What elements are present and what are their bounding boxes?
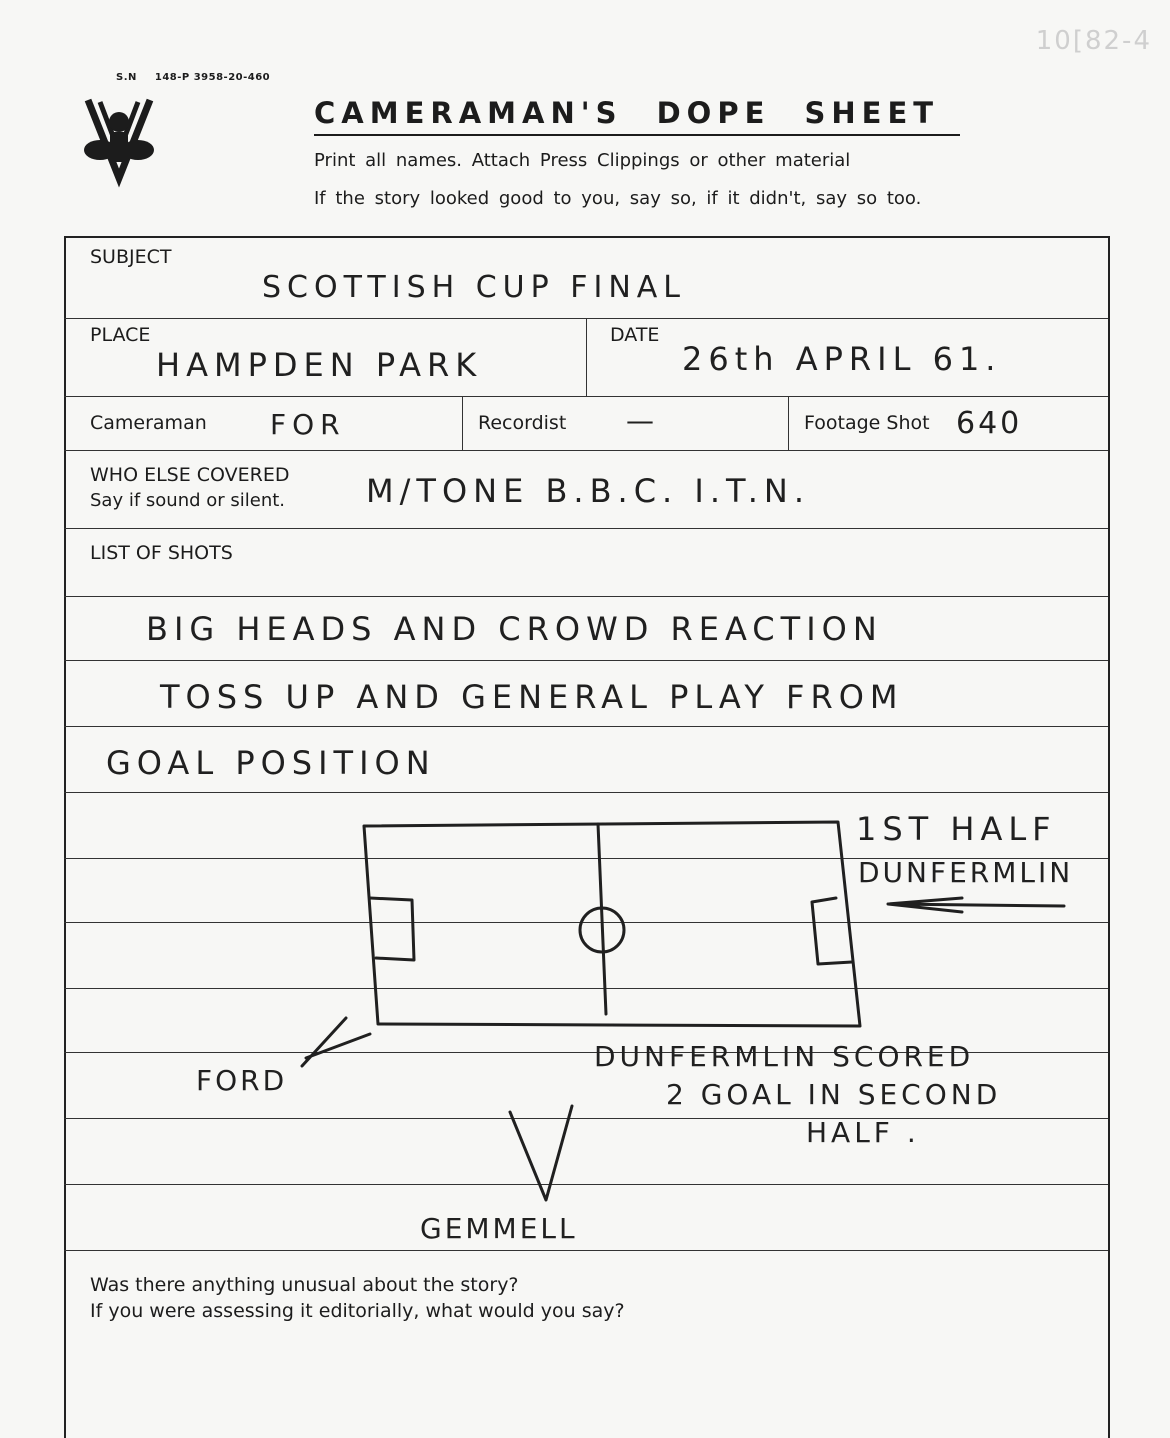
note-line: 2 GOAL IN SECOND (666, 1078, 1002, 1111)
gemmell-camera-lines (510, 1106, 572, 1200)
gemmell-label: GEMMELL (420, 1212, 578, 1245)
note-line: DUNFERMLIN SCORED (594, 1040, 975, 1073)
shot-line: BIG HEADS AND CROWD REACTION (146, 610, 883, 648)
instruction-line-1: Print all names. Attach Press Clippings or other material (314, 150, 851, 171)
subject-label: SUBJECT (90, 246, 172, 268)
who-else-value: M/TONE B.B.C. I.T.N. (366, 472, 811, 510)
ford-camera-arrow (302, 1018, 370, 1066)
who-else-sublabel: Say if sound or silent. (90, 490, 286, 511)
serial-number: S.N 148-P 3958-20-460 (116, 72, 271, 83)
place-value: HAMPDEN PARK (156, 346, 483, 384)
direction-arrow (888, 898, 1064, 912)
who-else-label: WHO ELSE COVERED (90, 464, 290, 486)
pitch-outline (364, 822, 860, 1026)
list-of-shots-label: LIST OF SHOTS (90, 542, 233, 564)
shot-line: TOSS UP AND GENERAL PLAY FROM (160, 678, 904, 716)
recordist-value: — (626, 404, 660, 437)
cameraman-label: Cameraman (90, 412, 207, 434)
half-label: 1ST HALF (856, 810, 1057, 848)
instruction-line-2: If the story looked good to you, say so, if it didn't, say so too. (314, 188, 922, 209)
date-label: DATE (610, 324, 660, 346)
date-value: 26th APRIL 61. (682, 340, 1002, 378)
closing-question-1: Was there anything unusual about the story? (90, 1274, 519, 1296)
footage-label: Footage Shot (804, 412, 930, 434)
left-goal-area (370, 898, 414, 960)
team-label: DUNFERMLIN (858, 856, 1074, 889)
cameraman-value: FOR (270, 408, 346, 441)
recordist-label: Recordist (478, 412, 567, 434)
faint-reference-number: 10[82-4 (1035, 26, 1152, 56)
shot-line: GOAL POSITION (106, 744, 436, 782)
subject-value: SCOTTISH CUP FINAL (262, 270, 687, 305)
page-title: CAMERAMAN'S DOPE SHEET (314, 96, 960, 136)
footage-value: 640 (956, 406, 1023, 441)
ford-label: FORD (196, 1064, 288, 1097)
place-label: PLACE (90, 324, 151, 346)
halfway-line (598, 824, 606, 1014)
closing-question-2: If you were assessing it editorially, what would you say? (90, 1300, 625, 1322)
note-line: HALF . (806, 1116, 920, 1149)
